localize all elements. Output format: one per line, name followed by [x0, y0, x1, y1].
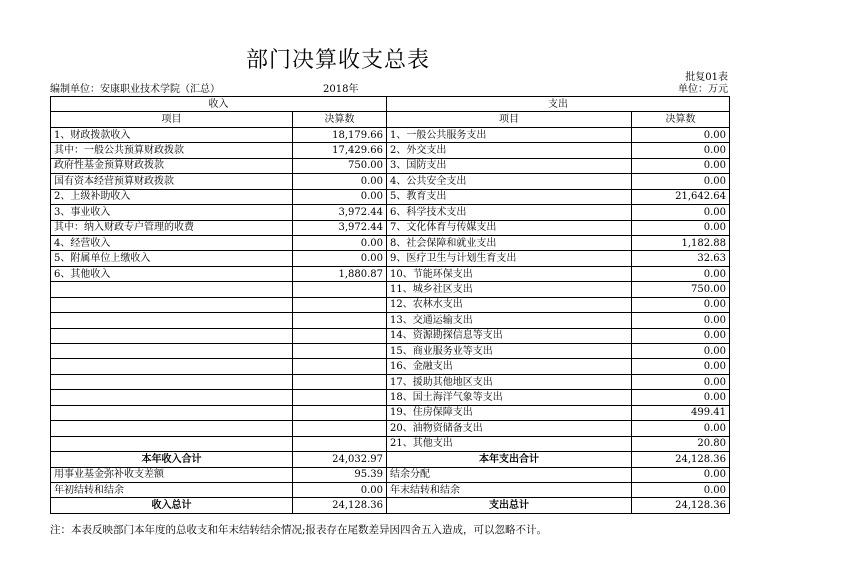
expense-amount-cell: 0.00	[632, 174, 730, 189]
income-item-cell	[51, 282, 293, 297]
income-item-cell	[51, 297, 293, 312]
income-item-cell	[51, 374, 293, 389]
totals-row	[51, 498, 730, 513]
expense-item-cell: 14、资源勘探信息等支出	[387, 328, 632, 343]
expense-amount-cell: 0.00	[632, 328, 730, 343]
table-row	[51, 266, 730, 281]
expense-amount-cell: 0.00	[632, 374, 730, 389]
income-item-cell	[51, 421, 293, 436]
distribution-label: 结余分配	[387, 467, 632, 482]
expense-amount-cell: 0.00	[632, 266, 730, 281]
currency-unit: 单位：万元	[678, 84, 728, 95]
table-row	[51, 421, 730, 436]
table-row	[51, 189, 730, 204]
expense-item-cell: 18、国土海洋气象等支出	[387, 390, 632, 405]
income-total: 24,128.36	[293, 498, 387, 513]
fund-value: 95.39	[293, 467, 387, 482]
expense-amount-cell: 0.00	[632, 390, 730, 405]
income-item-cell: 政府性基金预算财政拨款	[51, 158, 293, 173]
fund-label: 用事业基金弥补收支差额	[51, 467, 293, 482]
table-row	[51, 405, 730, 420]
income-total-label: 收入总计	[51, 498, 293, 513]
income-item-cell	[51, 344, 293, 359]
table-row	[51, 143, 730, 158]
expense-item-cell: 2、外交支出	[387, 143, 632, 158]
expense-item-cell: 1、一般公共服务支出	[387, 127, 632, 142]
report-year: 2018年	[323, 84, 359, 95]
table-row	[51, 251, 730, 266]
table-row	[51, 436, 730, 451]
table-row	[51, 313, 730, 328]
income-amount-cell: 0.00	[293, 235, 387, 250]
income-amount-header: 决算数	[293, 112, 387, 127]
income-amount-cell: 0.00	[293, 189, 387, 204]
expense-amount-cell: 0.00	[632, 158, 730, 173]
expense-amount-cell: 0.00	[632, 205, 730, 220]
income-item-header: 项目	[51, 112, 293, 127]
income-item-cell	[51, 328, 293, 343]
expense-amount-cell: 0.00	[632, 143, 730, 158]
income-amount-cell: 0.00	[293, 174, 387, 189]
expense-item-cell: 15、商业服务业等支出	[387, 344, 632, 359]
section-header-row	[51, 97, 730, 112]
table-row	[51, 297, 730, 312]
table-row	[51, 205, 730, 220]
income-amount-cell	[293, 436, 387, 451]
totals-row	[51, 467, 730, 482]
table-row	[51, 235, 730, 250]
expense-item-cell: 4、公共安全支出	[387, 174, 632, 189]
expense-item-cell: 20、油物资储备支出	[387, 421, 632, 436]
income-item-cell	[51, 313, 293, 328]
expense-amount-cell: 0.00	[632, 297, 730, 312]
expense-item-cell: 9、医疗卫生与计划生育支出	[387, 251, 632, 266]
table-row	[51, 374, 730, 389]
income-amount-cell: 17,429.66	[293, 143, 387, 158]
income-item-cell	[51, 390, 293, 405]
expense-amount-cell: 0.00	[632, 220, 730, 235]
expense-item-cell: 13、交通运输支出	[387, 313, 632, 328]
income-amount-cell	[293, 421, 387, 436]
totals-row	[51, 482, 730, 497]
income-item-cell	[51, 405, 293, 420]
distribution-value: 0.00	[632, 467, 730, 482]
table-row	[51, 328, 730, 343]
table-row	[51, 359, 730, 374]
expense-section-header: 支出	[387, 97, 730, 112]
income-amount-cell: 18,179.66	[293, 127, 387, 142]
income-amount-cell	[293, 328, 387, 343]
expense-amount-cell: 0.00	[632, 344, 730, 359]
footnote: 注：本表反映部门本年度的总收支和年末结转结余情况;报表存在尾数差异因四舍五入造成，可以忽略不计。	[50, 524, 548, 536]
totals-row	[51, 452, 730, 467]
income-subtotal: 24,032.97	[293, 452, 387, 467]
income-amount-cell	[293, 297, 387, 312]
income-item-cell: 其中：纳入财政专户管理的收费	[51, 220, 293, 235]
income-item-cell: 3、事业收入	[51, 205, 293, 220]
table-row	[51, 174, 730, 189]
table-row	[51, 390, 730, 405]
expense-amount-cell: 20.80	[632, 436, 730, 451]
income-amount-cell	[293, 359, 387, 374]
table-row	[51, 127, 730, 142]
closing-balance-value: 0.00	[632, 482, 730, 497]
expense-amount-cell: 0.00	[632, 359, 730, 374]
income-amount-cell	[293, 405, 387, 420]
expense-item-cell: 21、其他支出	[387, 436, 632, 451]
income-amount-cell: 3,972.44	[293, 220, 387, 235]
expense-item-cell: 11、城乡社区支出	[387, 282, 632, 297]
opening-balance-label: 年初结转和结余	[51, 482, 293, 497]
income-item-cell	[51, 436, 293, 451]
expense-amount-cell: 499.41	[632, 405, 730, 420]
reporting-unit: 编制单位：安康职业技术学院（汇总）	[50, 84, 220, 95]
expense-item-cell: 8、社会保障和就业支出	[387, 235, 632, 250]
page-title: 部门决算收支总表	[246, 48, 431, 73]
income-amount-cell: 0.00	[293, 251, 387, 266]
expense-item-cell: 17、援助其他地区支出	[387, 374, 632, 389]
table-row	[51, 220, 730, 235]
table-row	[51, 282, 730, 297]
income-amount-cell	[293, 374, 387, 389]
expense-amount-cell: 0.00	[632, 421, 730, 436]
income-item-cell: 6、其他收入	[51, 266, 293, 281]
income-section-header: 收入	[51, 97, 387, 112]
table-row	[51, 158, 730, 173]
income-item-cell: 1、财政拨款收入	[51, 127, 293, 142]
budget-table	[50, 96, 730, 514]
income-subtotal-label: 本年收入合计	[51, 452, 293, 467]
expense-item-cell: 5、教育支出	[387, 189, 632, 204]
income-amount-cell: 1,880.87	[293, 266, 387, 281]
expense-subtotal-label: 本年支出合计	[387, 452, 632, 467]
table-row	[51, 344, 730, 359]
expense-amount-cell: 21,642.64	[632, 189, 730, 204]
expense-item-cell: 6、科学技术支出	[387, 205, 632, 220]
income-item-cell: 2、上级补助收入	[51, 189, 293, 204]
income-amount-cell	[293, 344, 387, 359]
income-amount-cell: 750.00	[293, 158, 387, 173]
expense-subtotal: 24,128.36	[632, 452, 730, 467]
income-item-cell: 国有资本经营预算财政拨款	[51, 174, 293, 189]
expense-amount-header: 决算数	[632, 112, 730, 127]
expense-amount-cell: 1,182.88	[632, 235, 730, 250]
expense-item-header: 项目	[387, 112, 632, 127]
income-amount-cell	[293, 313, 387, 328]
budget-table-body	[51, 97, 730, 514]
income-item-cell: 其中：一般公共预算财政拨款	[51, 143, 293, 158]
expense-item-cell: 19、住房保障支出	[387, 405, 632, 420]
income-amount-cell: 3,972.44	[293, 205, 387, 220]
income-amount-cell	[293, 282, 387, 297]
income-item-cell: 4、经营收入	[51, 235, 293, 250]
expense-item-cell: 3、国防支出	[387, 158, 632, 173]
income-item-cell: 5、附属单位上缴收入	[51, 251, 293, 266]
expense-amount-cell: 750.00	[632, 282, 730, 297]
expense-amount-cell: 32.63	[632, 251, 730, 266]
expense-total-label: 支出总计	[387, 498, 632, 513]
expense-amount-cell: 0.00	[632, 313, 730, 328]
expense-item-cell: 10、节能环保支出	[387, 266, 632, 281]
expense-item-cell: 7、文化体育与传媒支出	[387, 220, 632, 235]
opening-balance-value: 0.00	[293, 482, 387, 497]
column-header-row	[51, 112, 730, 127]
form-code: 批复01表	[685, 72, 728, 83]
closing-balance-label: 年末结转和结余	[387, 482, 632, 497]
expense-item-cell: 16、金融支出	[387, 359, 632, 374]
income-item-cell	[51, 359, 293, 374]
expense-amount-cell: 0.00	[632, 127, 730, 142]
expense-item-cell: 12、农林水支出	[387, 297, 632, 312]
expense-total: 24,128.36	[632, 498, 730, 513]
income-amount-cell	[293, 390, 387, 405]
